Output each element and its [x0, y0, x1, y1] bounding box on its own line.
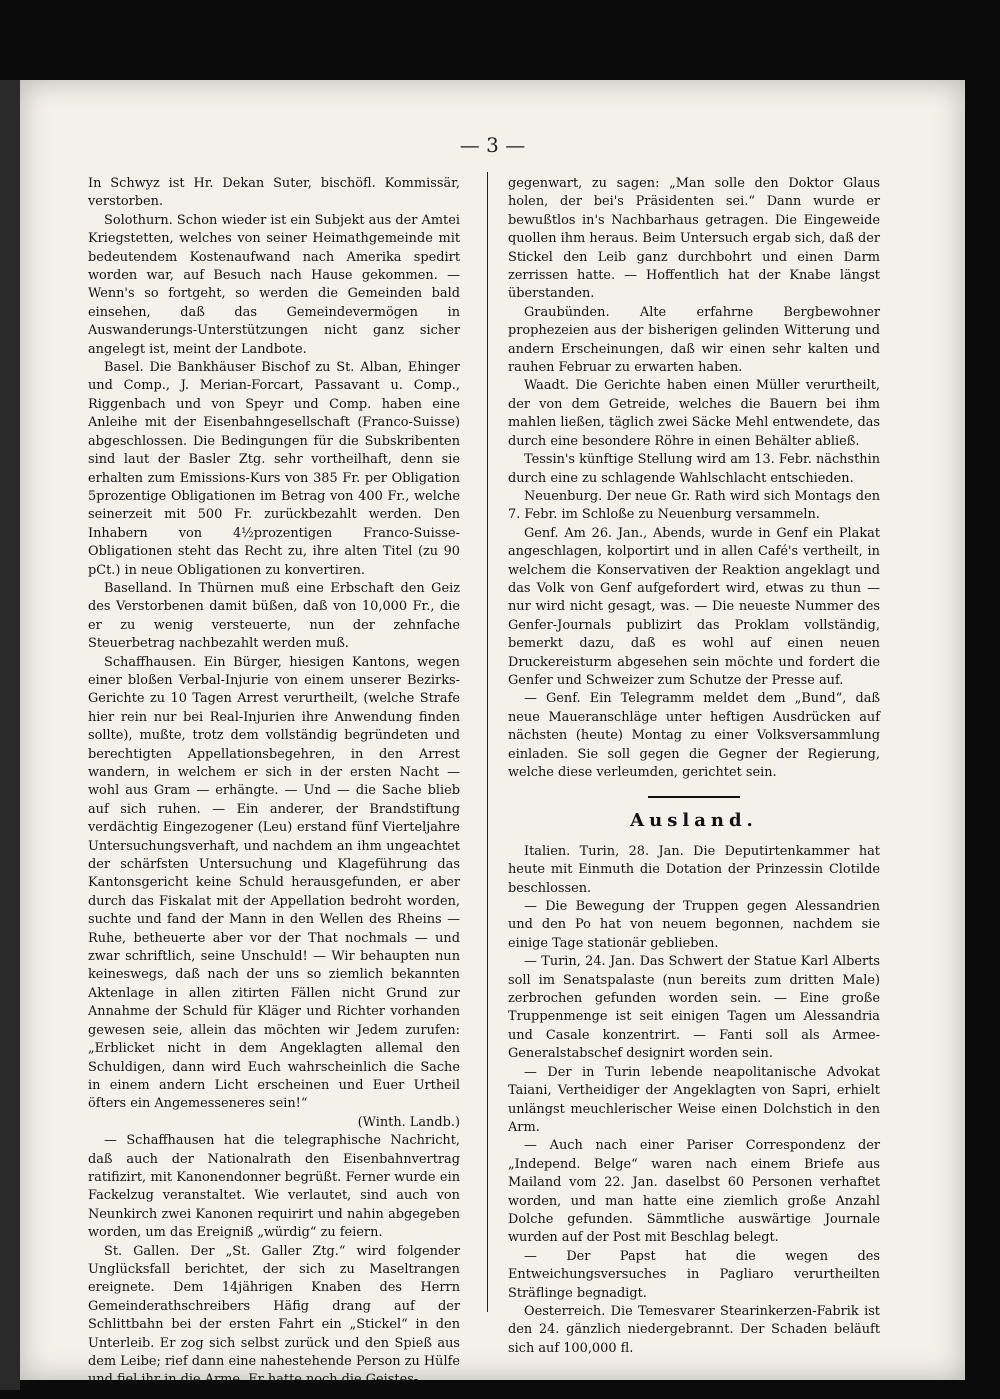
paragraph-solothurn: Solothurn. Schon wieder ist ein Subjekt aus der Amtei Kriegstetten, welches von seiner Heimathgemeinde mit bedeutendem Kostenaufwand nach Amerika spedirt worden war, auf Besuch nach Hause gekommen. — Wenn's so fortgeht, so werden die Gemeinden bald einsehen, daß das Gemeindevermögen in Auswanderungs-Unterstützungen nicht ganz sicher angelegt ist, meint der Landbote. [88, 212, 460, 357]
paragraph-st-gallen: St. Gallen. Der „St. Galler Ztg.“ wird folgender Unglücksfall berichtet, der sich zu Maseltrangen ereignete. Dem 14jährigen Knaben des Herrn Gemeinderathschreibers Häfig drang auf der Schlittbahn bei der ersten Fahrt ein „Stickel“ in den Unterleib. Er zog sich selbst zurück und den Spieß aus dem Leibe; rief dann eine nahestehende Person zu Hülfe und fiel ihr in die Arme. Er hatte noch die Geistes- [88, 1243, 460, 1388]
paragraph-genf-2: — Genf. Ein Telegramm meldet dem „Bund“, daß neue Maueranschläge unter heftigen Ausdrücken auf nächsten (heute) Montag zu einer Volksversammlung einladen. Sie soll gegen die Gegner der Regierung, welche diese verleumden, gerichtet sein. [508, 691, 880, 780]
paragraph-schaffhausen-2: — Schaffhausen hat die telegraphische Nachricht, daß auch der Nationalrath den Eisenbahnvertrag ratifizirt, mit Kanonendonner begrüßt. Ferner wurde ein Fackelzug veranstaltet. Wie verlautet, sind auch von Neunkirch zwei Kanonen requirirt und nahin abgegeben worden, um das Ereigniß „würdig“ zu feiern. [88, 1133, 460, 1241]
paragraph-tessin: Tessin's künftige Stellung wird am 13. Febr. nächsthin durch eine zu schlagende Wahlschlacht entschieden. [508, 452, 880, 486]
paragraph-schaffhausen: Schaffhausen. Ein Bürger, hiesigen Kantons, wegen einer bloßen Verbal-Injurie von einem unserer Bezirks-Gerichte zu 10 Tagen Arrest verurtheilt, (welche Strafe hier rein nur bei Real-Injurien ihre Anwendung finden sollte), mußte, trotz dem vollständig begründeten und berechtigten Appellationsbegehren, in den Arrest wandern, in welchem er sich in der ersten Nacht — wohl aus Gram — erhängte. — Und — die Sache blieb auf sich ruhen. — Ein anderer, der Brandstiftung verdächtig Eingezogener (Leu) erstand fünf Vierteljahre Untersuchungsverhaft, und nachdem an ihm ungeachtet der schärfsten Untersuchung und Klageführung das Kantonsgericht keine Schuld herausgefunden, er aber durch das Fiskalat mit der Appellation bedroht worden, suchte und fand der Mann in den Wellen des Rheins — Ruhe, betheuerte aber vor der That nochmals — und zwar schriftlich, seine Unschuld! — Wir behaupten nun keineswegs, daß nach der uns so ziemlich bekannten Aktenlage in allen zitirten Fällen nicht Grund zur Annahme der Schuld für Kläger und Richter vorhanden gewesen seie, allein das möchten wir Jedem zurufen: „Erblicket nicht in dem Angeklagten allemal den Schuldigen, dann wird Euch wahrscheinlich die Sache in einem andern Licht erscheinen und Euer Urtheil öfters ein Angemesseneres sein!“ [88, 654, 460, 1112]
section-separator [648, 796, 740, 798]
paragraph-taiani: — Der in Turin lebende neapolitanische Advokat Taiani, Vertheidiger der Angeklagten von Sapri, erhielt unlängst meuchlerischer Weise einen Dolchstich in den Arm. [508, 1064, 880, 1135]
section-heading-ausland: Ausland. [630, 810, 758, 832]
column-divider [487, 172, 488, 1312]
source-citation: (Winth. Landb.) [357, 1114, 460, 1130]
paragraph-pariser: — Auch nach einer Pariser Correspondenz der „Independ. Belge“ waren nach einem Briefe aus Mailand vom 22. Jan. daselbst 60 Personen verhaftet worden, und man hatte eine ziemlich große Anzahl Dolche gefunden. Sämmtliche auswärtige Journale wurden auf der Post mit Beschlag belegt. [508, 1138, 880, 1246]
paragraph-st-gallen-cont: gegenwart, zu sagen: „Man solle den Doktor Glaus holen, der bei's Präsidenten sei.“ Dann wurde er bewußtlos in's Nachbarhaus getragen. Die Eingeweide quollen ihm heraus. Beim Untersuch ergab sich, daß der Stickel den Leib ganz durchbohrt und einen Darm zerrissen hatte. — Hoffentlich hat der Knabe längst überstanden. [508, 176, 880, 302]
paragraph-schwyz: In Schwyz ist Hr. Dekan Suter, bischöfl. Kommissär, verstorben. [88, 176, 460, 210]
paragraph-turin-24: — Turin, 24. Jan. Das Schwert der Statue Karl Alberts soll im Senatspalaste (nun bereits zum dritten Male) zerbrochen gefunden worden sein. — Eine große Truppenmenge ist seit einigen Tagen um Alessandria und Casale konzentrirt. — Fanti soll als Armee-Generalstabschef designirt worden sein. [508, 954, 880, 1062]
page-left-edge [0, 80, 20, 1390]
paragraph-papst: — Der Papst hat die wegen des Entweichungsversuches in Pagliaro verurtheilten Sträflinge begnadigt. [508, 1248, 880, 1301]
paragraph-truppen: — Die Bewegung der Truppen gegen Alessandrien und den Po hat von neuem begonnen, nachdem sie einige Tage stationär geblieben. [508, 899, 880, 951]
paragraph-waadt: Waadt. Die Gerichte haben einen Müller verurtheilt, der von dem Getreide, welches die Bauern bei ihm mahlen ließen, täglich zwei Säcke Mehl entwendete, das durch eine besondere Röhre in einen Behälter abließ. [508, 378, 880, 449]
paragraph-oesterreich: Oesterreich. Die Temesvarer Stearinkerzen-Fabrik ist den 24. gänzlich niedergebrannt. Der Schaden beläuft sich auf 100,000 fl. [508, 1303, 880, 1356]
page-number: — 3 — [459, 133, 526, 157]
paragraph-basel: Basel. Die Bankhäuser Bischof zu St. Alban, Ehinger und Comp., J. Merian-Forcart, Passavant u. Comp., Riggenbach und von Speyr und Comp. haben eine Anleihe mit der Eisenbahngesellschaft (Franco-Suisse) abgeschlossen. Die Bedingungen für die Subskribenten sind laut der Basler Ztg. sehr vortheilhaft, denn sie erhalten zum Emissions-Kurs von 385 Fr. per Obligation 5prozentige Obligationen im Betrag von 400 Fr., welche seinerzeit mit 500 Fr. zurückbezahlt werden. Den Inhabern von 4½prozentigen Franco-Suisse-Obligationen steht das Recht zu, ihre alten Titel (zu 90 pCt.) in neue Obligationen zu konvertiren. [88, 360, 460, 578]
right-column [508, 175, 880, 1358]
paragraph-baselland: Baselland. In Thürnen muß eine Erbschaft den Geiz des Verstorbenen damit büßen, daß von 10,000 Fr., die er zu wenig versteuerte, nun der zehnfache Steuerbetrag nachbezahlt werden muß. [88, 580, 460, 652]
left-column [88, 175, 460, 1390]
paragraph-graubuenden: Graubünden. Alte erfahrne Bergbewohner prophezeien aus der bisherigen gelinden Witterung und andern Erscheinungen, daß wir einen sehr kalten und rauhen Februar zu erwarten haben. [508, 304, 880, 376]
paragraph-italien: Italien. Turin, 28. Jan. Die Deputirtenkammer hat heute mit Einmuth die Dotation der Prinzessin Clotilde beschlossen. [508, 843, 880, 896]
paragraph-genf: Genf. Am 26. Jan., Abends, wurde in Genf ein Plakat angeschlagen, kolportirt und in allen Café's vertheilt, in welchem die Konservativen der Reaktion angeklagt und das Volk von Genf aufgefordert wird, etwas zu thun — nur wird nicht gesagt, was. — Die neueste Nummer des Genfer-Journals publizirt das Proklam vollständig, bemerkt dazu, daß es wohl auf einen neuen Druckereisturm abgesehen sein möchte und fordert die Genfer und Schweizer zum Schutze der Presse auf. [508, 525, 880, 688]
paragraph-neuenburg: Neuenburg. Der neue Gr. Rath wird sich Montags den 7. Febr. im Schloße zu Neuenburg versammeln. [508, 488, 880, 523]
